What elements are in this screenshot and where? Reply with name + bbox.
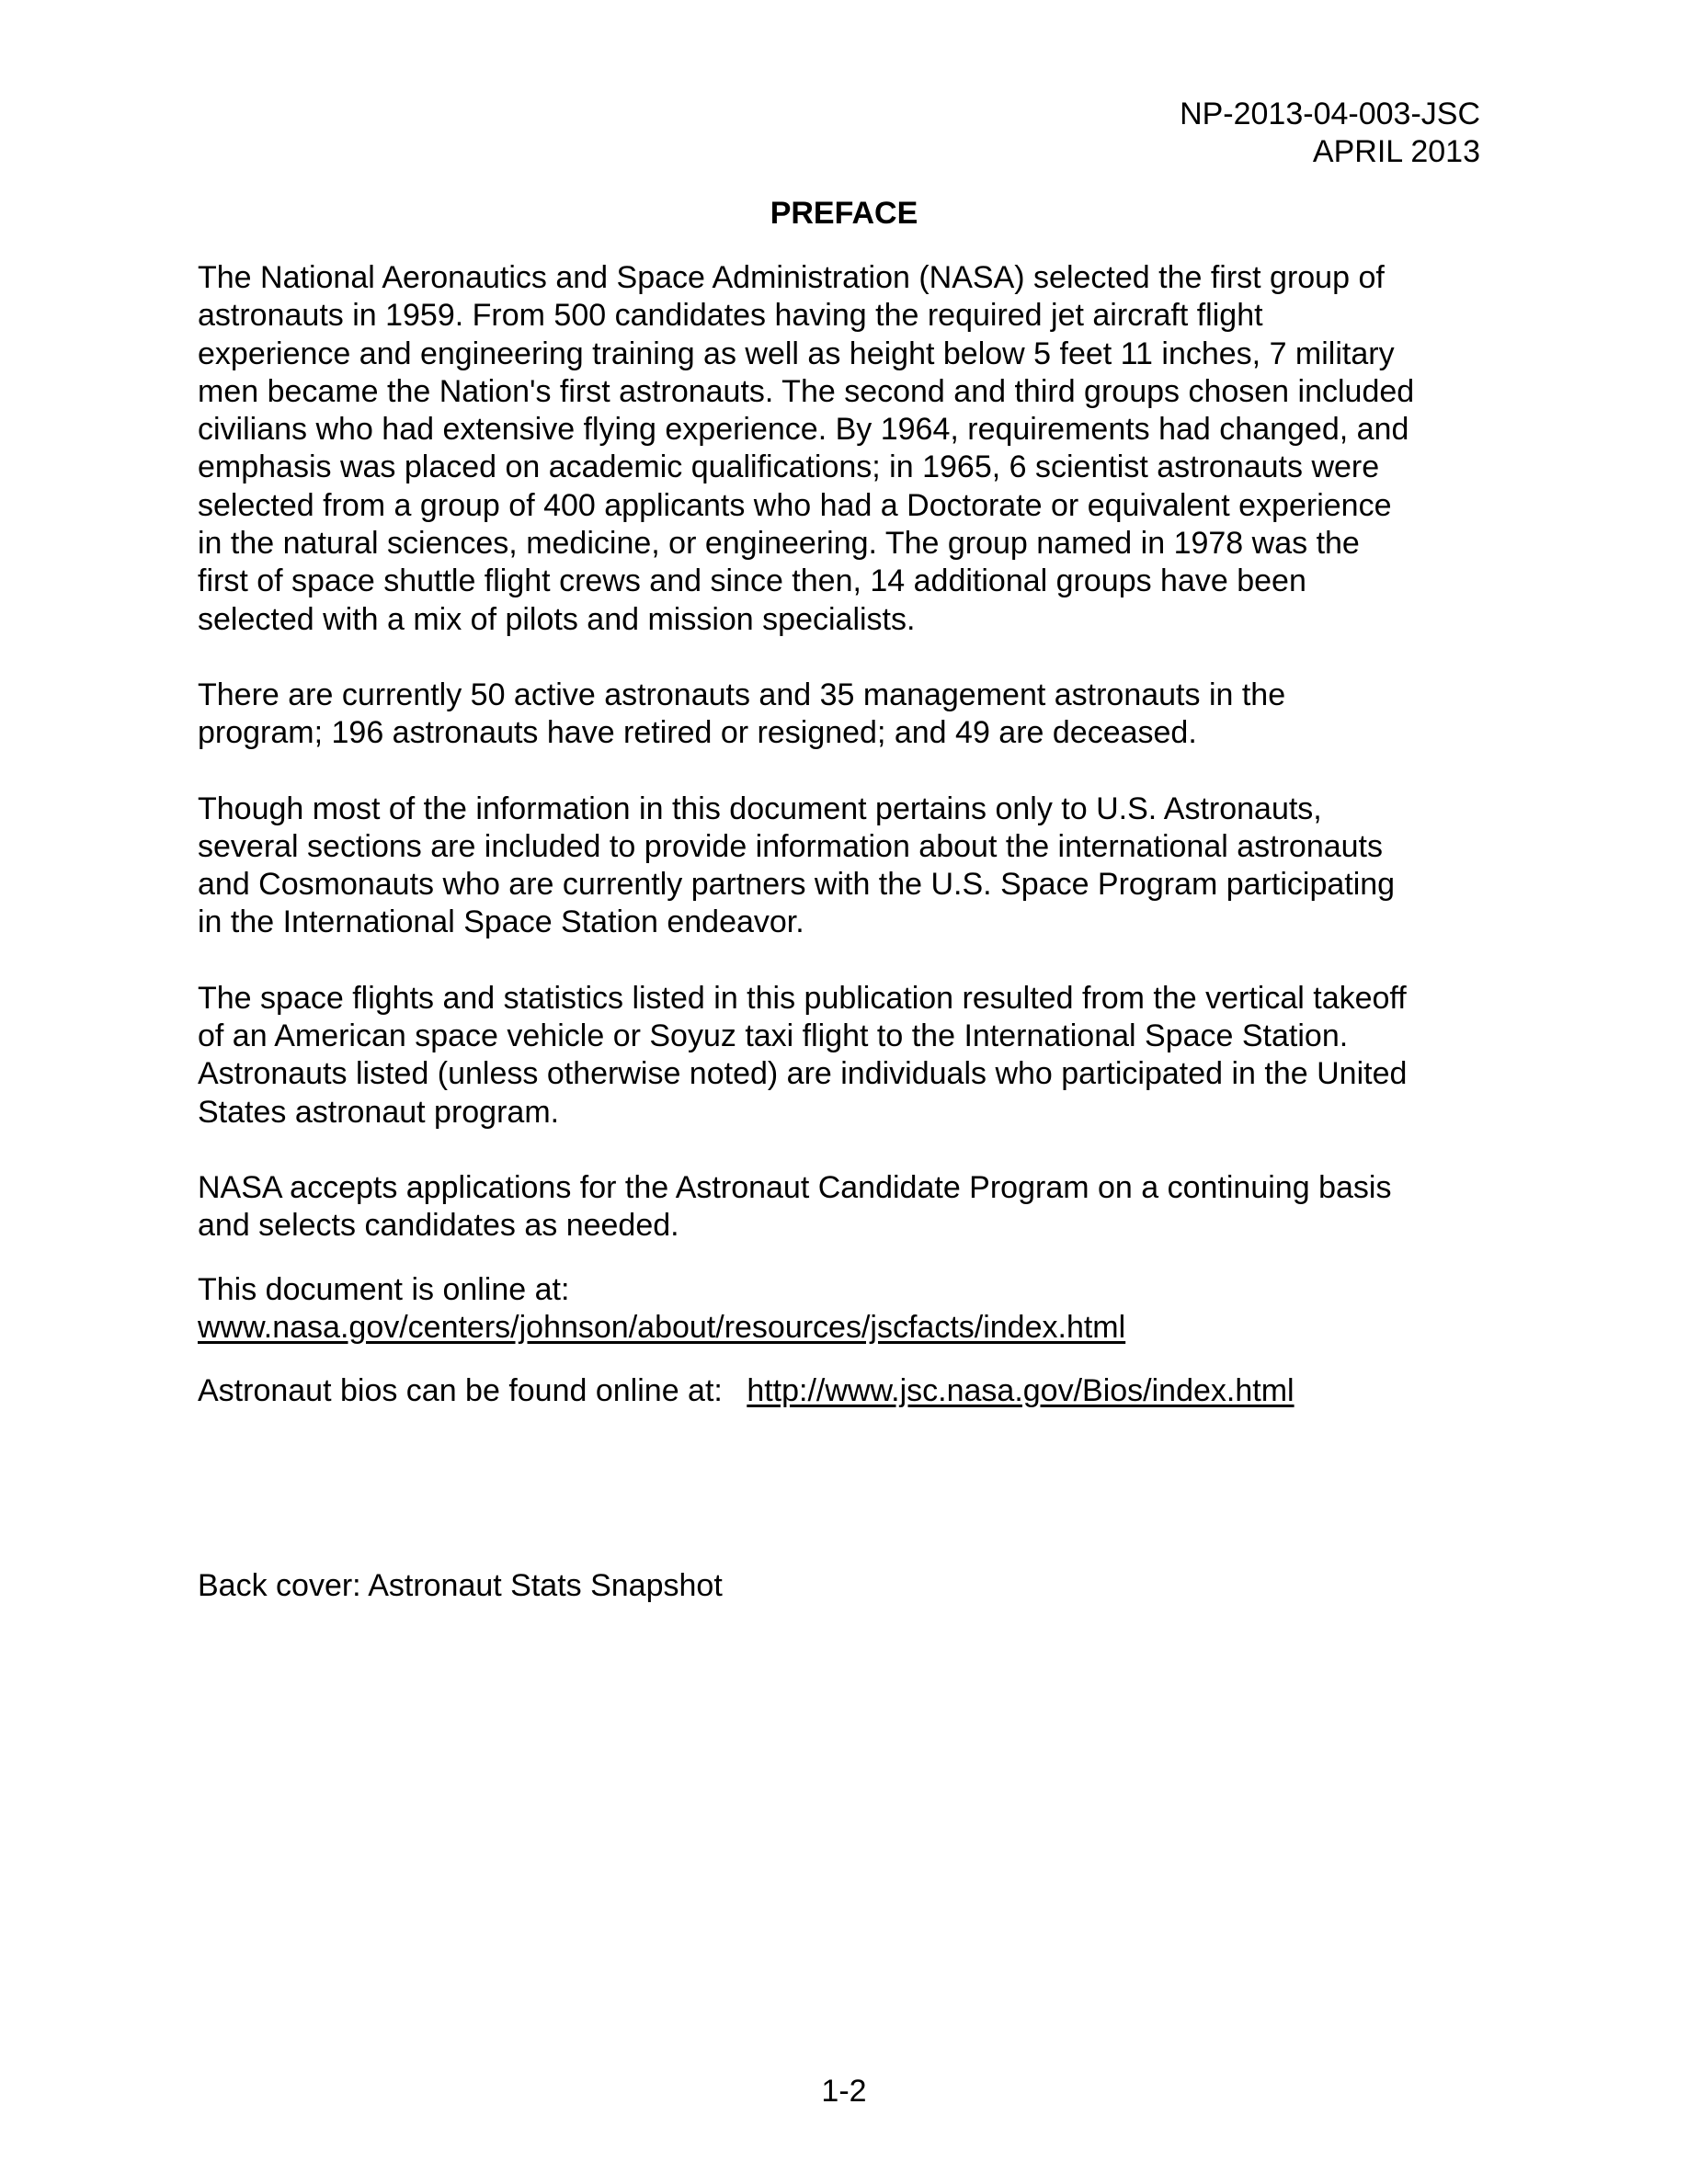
paragraph-applications: NASA accepts applications for the Astronaut Candidate Program on a continuing basis and selects candidates as needed. <box>198 1169 1392 1244</box>
paragraph-current-counts: There are currently 50 active astronauts and 35 management astronauts in the program; 196 astronauts have retired or resigned; and 49 are deceased. <box>198 677 1286 751</box>
page-title: PREFACE <box>770 196 918 231</box>
document-number: NP-2013-04-003-JSC <box>1180 97 1480 131</box>
online-document-link[interactable]: www.nasa.gov/centers/johnson/about/resources/jscfacts/index.html <box>198 1309 1126 1345</box>
paragraph-history: The National Aeronautics and Space Administration (NASA) selected the first group of astronauts in 1959. From 500 candidates having the required jet aircraft flight experience and engineering training as well as height below 5 feet 11 inches, 7 military men became the Nation's first astronauts. The second and third groups chosen included civilians who had extensive flying experience. By 1964, requirements had changed, and emphasis was placed on academic qualifications; in 1965, 6 scientist astronauts were selected from a group of 400 applicants who had a Doctorate or equivalent experience in the natural sciences, medicine, or engineering. The group named in 1978 was the first of space shuttle flight crews and since then, 14 additional groups have been selected with a mix of pilots and mission specialists. <box>198 260 1415 637</box>
back-cover-note: Back cover: Astronaut Stats Snapshot <box>198 1568 723 1603</box>
document-header <box>1180 96 1480 171</box>
astronaut-bios-label: Astronaut bios can be found online at: <box>198 1373 723 1409</box>
page-number: 1-2 <box>821 2074 867 2109</box>
astronaut-bios-link[interactable]: http://www.jsc.nasa.gov/Bios/index.html <box>747 1373 1295 1409</box>
preface-body <box>198 259 1494 1410</box>
online-document-block <box>198 1271 1494 1348</box>
online-document-label: This document is online at: <box>198 1271 570 1307</box>
document-date: APRIL 2013 <box>1312 134 1480 169</box>
paragraph-statistics: The space flights and statistics listed in this publication resulted from the vertical takeoff of an American space vehicle or Soyuz taxi flight to the International Space Station. Astronauts listed (unless otherwise noted) are individuals who participated in the United States astronaut program. <box>198 980 1408 1130</box>
astronaut-bios-block <box>198 1372 1494 1410</box>
paragraph-international: Though most of the information in this document pertains only to U.S. Astronauts, several sections are included to provide information about the international astronauts and Cosmonauts who are currently partners with the U.S. Space Program participating in the International Space Station endeavor. <box>198 791 1396 940</box>
